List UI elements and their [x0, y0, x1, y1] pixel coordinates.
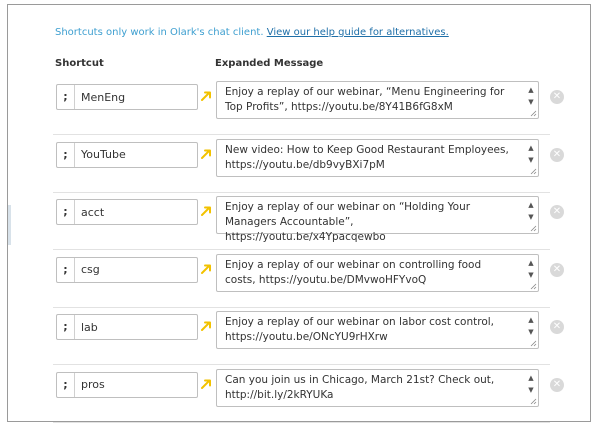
resize-grip-icon[interactable] — [530, 110, 537, 117]
shortcut-value: MenEng — [81, 90, 126, 104]
scroll-up-icon[interactable]: ▲ — [528, 201, 534, 209]
expanded-message-text: Can you join us in Chicago, March 21st? Check out, http://bit.ly/2kRYUKa — [225, 373, 495, 401]
arrow-right-icon — [201, 378, 213, 390]
shortcut-prefix: ; — [57, 200, 75, 224]
expanded-message-text: Enjoy a replay of our webinar on controlling food costs, https://youtu.be/DMvwoHFYvoQ — [225, 258, 482, 286]
scroll-up-icon[interactable]: ▲ — [528, 316, 534, 324]
close-circle-icon[interactable]: ✕ — [550, 378, 564, 392]
close-circle-icon[interactable]: ✕ — [550, 320, 564, 334]
shortcuts-panel — [7, 4, 591, 422]
shortcut-prefix: ; — [57, 85, 75, 109]
shortcut-input[interactable] — [56, 199, 198, 225]
shortcut-input[interactable] — [56, 257, 198, 283]
resize-grip-icon[interactable] — [530, 340, 537, 347]
shortcut-prefix: ; — [57, 373, 75, 397]
shortcut-row — [53, 365, 562, 423]
expanded-message-text: Enjoy a replay of our webinar, “Menu Engineering for Top Profits”, https://youtu.be/8Y41B6fG8xM — [225, 86, 505, 113]
scroll-arrows[interactable] — [526, 201, 536, 221]
shortcut-value: acct — [81, 205, 105, 219]
shortcut-input[interactable] — [56, 372, 198, 398]
expanded-message-textarea[interactable] — [216, 139, 539, 177]
close-circle-icon[interactable]: ✕ — [550, 90, 564, 104]
scroll-down-icon[interactable]: ▼ — [528, 213, 534, 221]
shortcut-row — [53, 77, 562, 135]
scroll-arrows[interactable] — [526, 144, 536, 164]
shortcut-input[interactable] — [56, 314, 198, 340]
resize-grip-icon[interactable] — [530, 283, 537, 290]
shortcut-prefix: ; — [57, 315, 75, 339]
close-circle-icon[interactable]: ✕ — [550, 205, 564, 219]
scroll-arrows[interactable] — [526, 86, 536, 106]
shortcut-prefix: ; — [57, 143, 75, 167]
scroll-down-icon[interactable]: ▼ — [528, 155, 534, 164]
expanded-message-textarea[interactable] — [216, 369, 539, 407]
scroll-up-icon[interactable]: ▲ — [528, 373, 534, 382]
notice-text: Shortcuts only work in Olark's chat client. — [55, 27, 267, 38]
left-accent — [8, 205, 11, 245]
shortcut-value: YouTube — [81, 148, 126, 161]
shortcut-value: csg — [81, 263, 100, 276]
shortcut-input[interactable] — [56, 142, 198, 168]
shortcut-row — [53, 192, 562, 250]
resize-grip-icon[interactable] — [530, 398, 537, 405]
shortcut-header: Shortcut — [55, 58, 104, 69]
arrow-right-icon — [201, 148, 213, 160]
arrow-right-icon — [201, 320, 213, 332]
close-circle-icon[interactable]: ✕ — [550, 148, 564, 162]
scroll-down-icon[interactable]: ▼ — [528, 328, 534, 336]
scroll-up-icon[interactable]: ▲ — [528, 258, 534, 267]
expanded-message-text: New video: How to Keep Good Restaurant Employees, https://youtu.be/db9vyBXi7pM — [225, 143, 509, 171]
shortcut-value: lab — [81, 320, 98, 334]
arrow-right-icon — [201, 90, 213, 102]
expanded-message-text: Enjoy a replay of our webinar on labor cost control, https://youtu.be/ONcYU9rHXrw — [225, 316, 495, 343]
expanded-message-header: Expanded Message — [215, 58, 324, 69]
row-divider — [53, 422, 550, 423]
shortcut-notice — [55, 27, 449, 38]
resize-grip-icon[interactable] — [530, 168, 537, 175]
scroll-down-icon[interactable]: ▼ — [528, 385, 534, 394]
scroll-arrows[interactable] — [526, 316, 536, 336]
scroll-down-icon[interactable]: ▼ — [528, 270, 534, 279]
shortcut-row — [53, 135, 562, 193]
scroll-up-icon[interactable]: ▲ — [528, 143, 534, 152]
expanded-message-textarea[interactable] — [216, 196, 539, 243]
close-circle-icon[interactable]: ✕ — [550, 263, 564, 277]
expanded-message-textarea[interactable] — [216, 254, 539, 292]
scroll-down-icon[interactable]: ▼ — [528, 98, 534, 106]
expanded-message-textarea[interactable] — [216, 81, 539, 119]
expanded-message-textarea[interactable] — [216, 311, 539, 349]
expanded-message-text: Enjoy a replay of our webinar on “Holding Your Managers Accountable”, https://youtu.be/x4Ypacqewbo — [225, 201, 471, 243]
arrow-right-icon — [201, 205, 213, 217]
help-guide-link[interactable]: View our help guide for alternatives. — [266, 27, 449, 38]
shortcut-value: pros — [81, 378, 105, 391]
shortcut-row — [53, 250, 562, 308]
scroll-up-icon[interactable]: ▲ — [528, 86, 534, 94]
shortcut-input[interactable] — [56, 84, 198, 110]
arrow-right-icon — [201, 263, 213, 275]
shortcut-prefix: ; — [57, 258, 75, 282]
shortcut-row — [53, 307, 562, 365]
resize-grip-icon[interactable] — [530, 225, 537, 232]
scroll-arrows[interactable] — [526, 374, 536, 394]
scroll-arrows[interactable] — [526, 259, 536, 279]
